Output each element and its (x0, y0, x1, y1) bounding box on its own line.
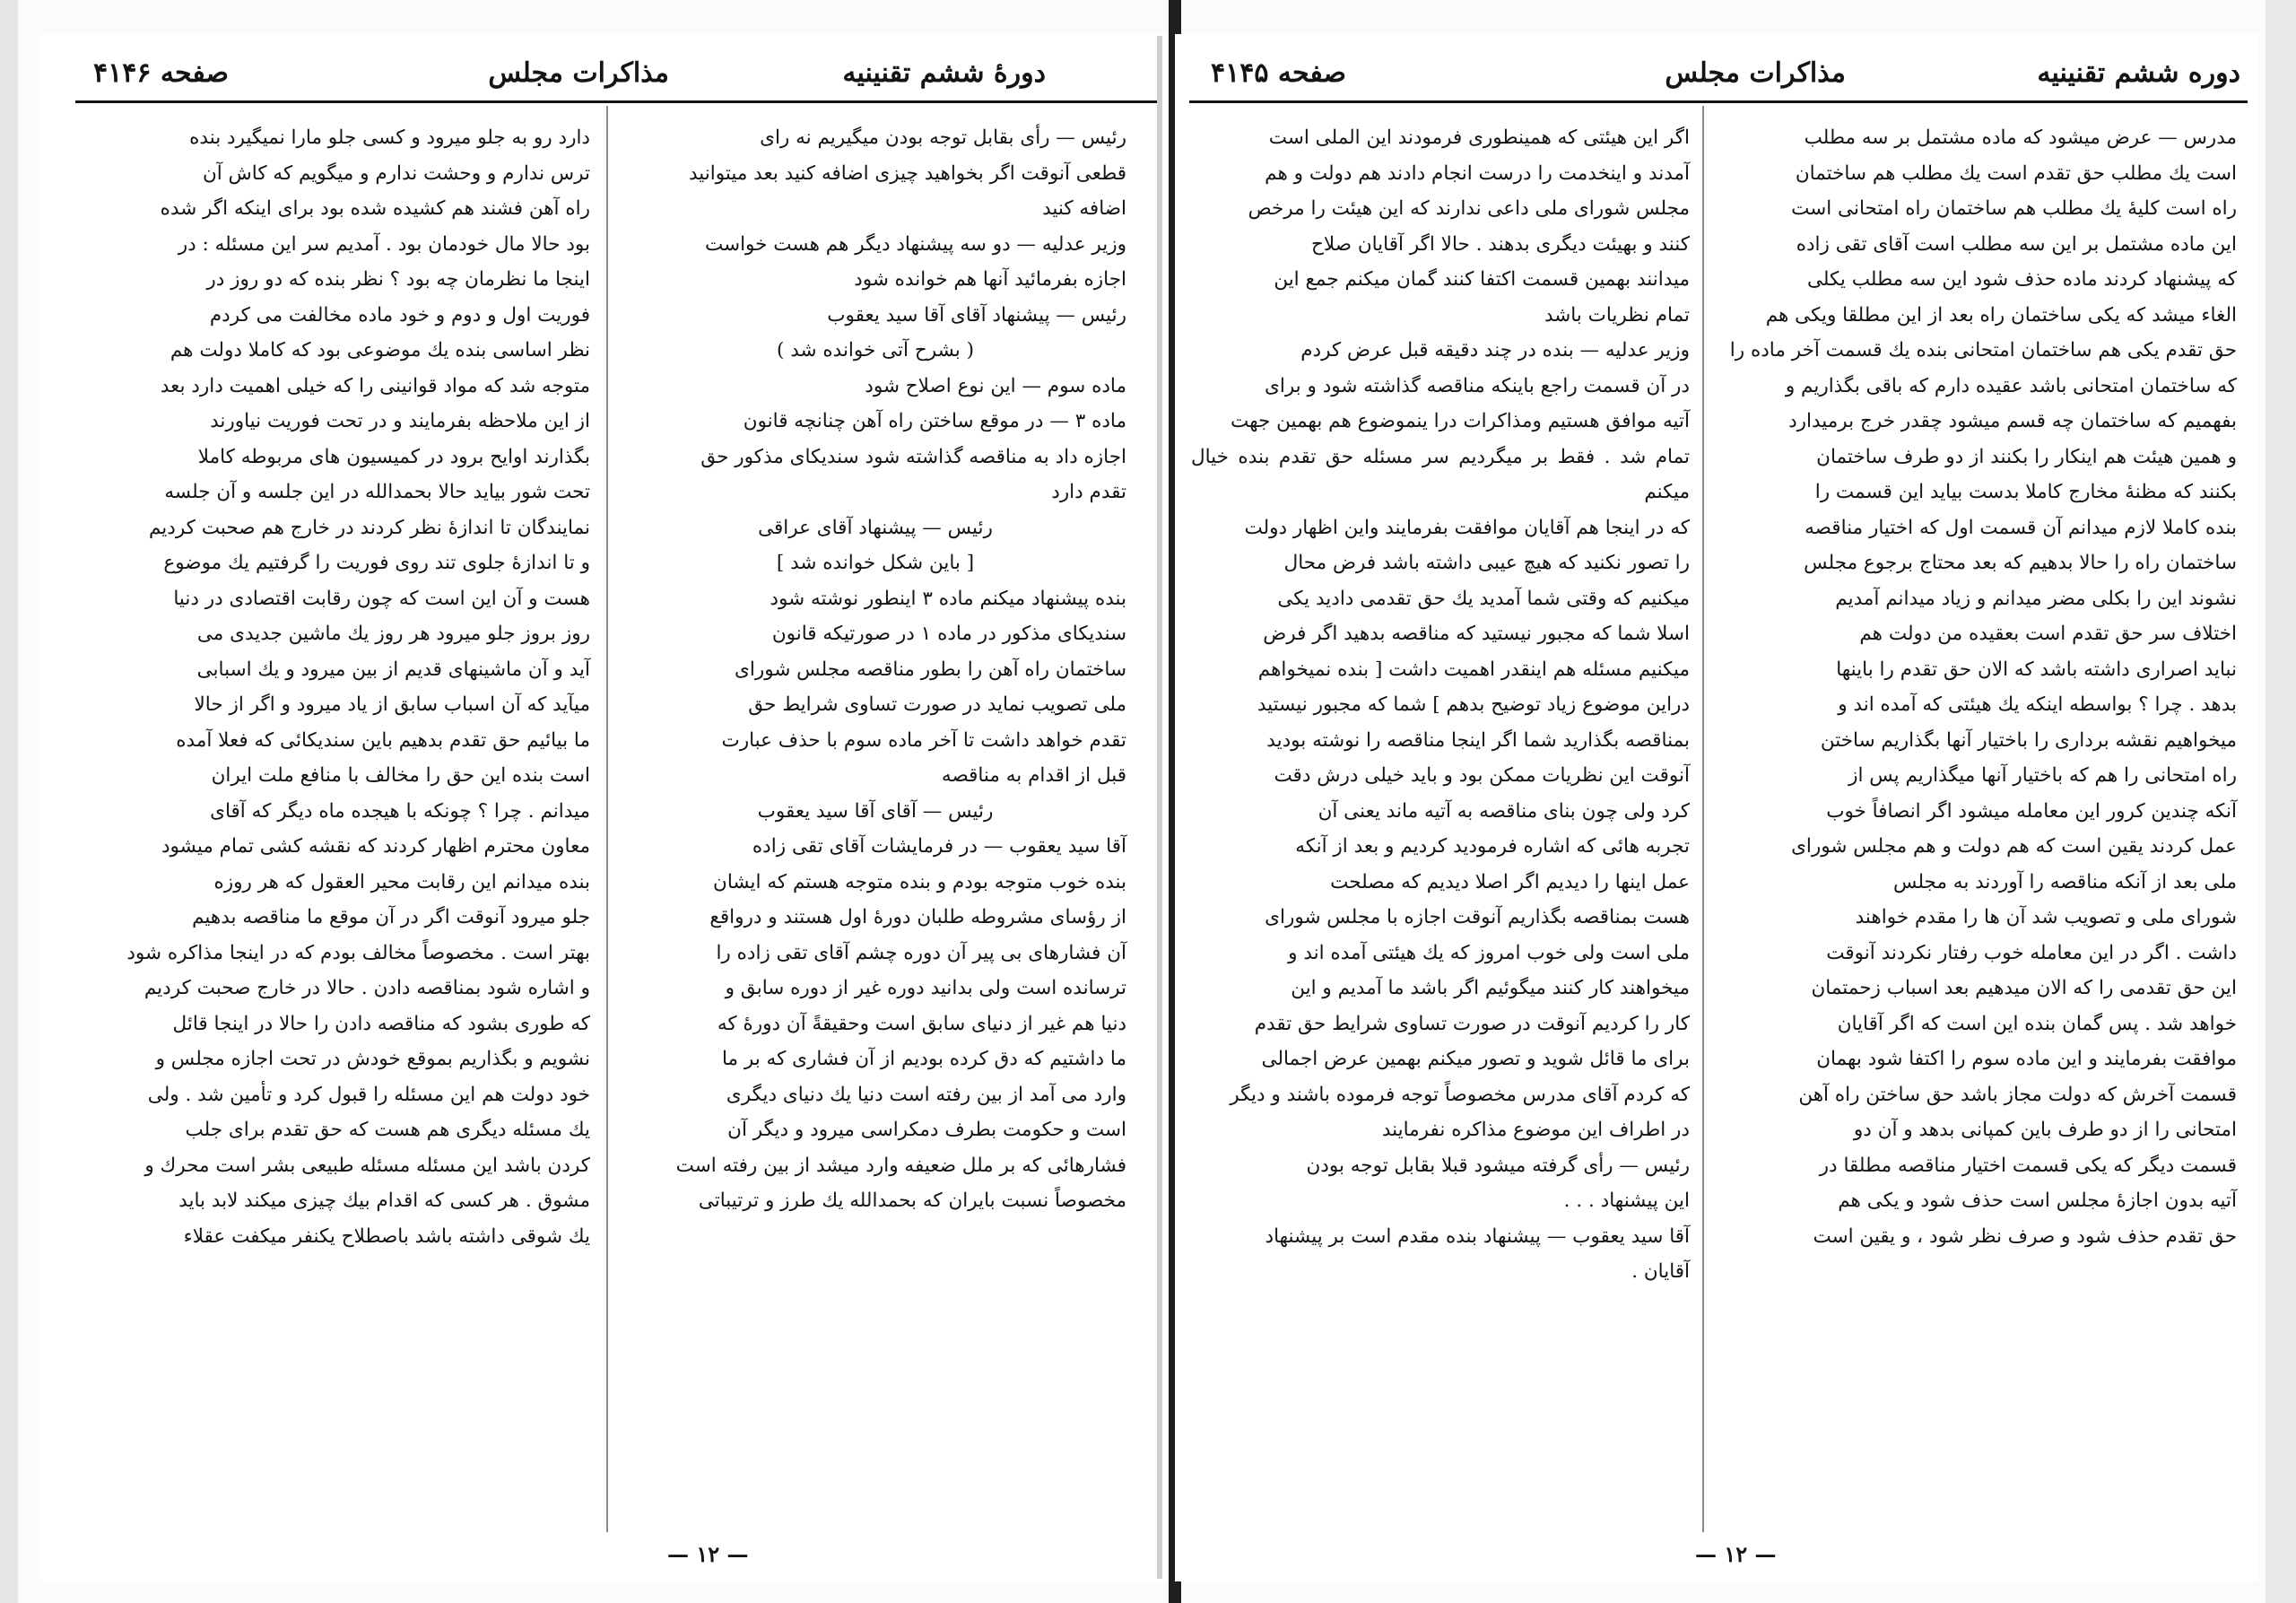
text-line: ملی بعد از آنکه مناقصه را آوردند به مجلس (1893, 870, 2237, 893)
text-line: جلو میرود آنوقت اگر در آن موقع ما مناقصه بدهیم (192, 906, 590, 928)
text-line: بمناقصه بگذارید شما اگر اینجا مناقصه را نوشته بودید (1266, 728, 1690, 752)
text-line: نشوند این را بکلی مضر میدانم و زیاد میدانم آمدیم (1835, 587, 2237, 610)
right-page-column-right (1717, 120, 2237, 1254)
text-line: تقدم خواهد داشت تا آخر ماده سوم با حذف عبارت (721, 728, 1126, 752)
text-line: رئیس — آقای آقا سید یعقوب (757, 799, 994, 823)
text-line: آن فشارهای بی پیر آن دوره چشم آقای تقی زاده را (716, 941, 1126, 964)
text-line: بود حالا مال خودمان بود . آمدیم سر این مسئله : در (178, 232, 590, 256)
page-footer-number: — ۱۲ — (667, 1541, 749, 1567)
page-footer-number: — ۱۲ — (1695, 1541, 1777, 1567)
text-line: و تا اندازهٔ جلوی تند روی فوریت را گرفتیم یك موضوع (163, 552, 590, 574)
text-line: آقا سید یعقوب — در فرمایشات آقای تقی زاده (752, 835, 1126, 858)
text-line: اسلا شما که مجبور نیستید که مناقصه بدهید اگر فرض (1263, 623, 1690, 645)
text-line: عمل کردند یقین است که هم دولت و هم مجلس شورای (1791, 835, 2237, 858)
text-line: اگر این هیئتی که همینطوری فرمودند این الملی است (1268, 126, 1690, 149)
text-line: رئیس — رأی گرفته میشود قبلا بقابل توجه بودن (1306, 1154, 1690, 1177)
text-line: امتحانی را از دو طرف باین کمپانی بدهد و آن دو (1853, 1119, 2237, 1141)
text-line: است یك مطلب حق تقدم است یك مطلب هم ساختمان (1795, 161, 2237, 185)
text-line: فوریت اول و دوم و خود ماده مخالفت می کردم (209, 303, 590, 327)
left-page-header (39, 57, 1171, 97)
text-line: آقایان . (1631, 1260, 1690, 1283)
text-line: حق تقدم حذف شود و صرف نظر شود ، و یقین است (1813, 1224, 2237, 1248)
text-line: میآید که آن اسباب سابق از یاد میرود و اگر از حالا (194, 693, 590, 716)
text-line: حق تقدم یکی هم ساختمان امتحانی بنده یك قسمت آخر ماده را (1729, 339, 2237, 362)
left-page-column-right (624, 120, 1126, 1219)
header-rule (75, 100, 1161, 103)
text-line: کنند و بهیئت دیگری بدهند . حالا اگر آقایان صلاح (1311, 232, 1690, 256)
text-line: آمدند و اینخدمت را درست انجام دادند هم دولت و هم (1265, 161, 1690, 185)
left-page (39, 34, 1171, 1581)
text-line: مجلس شورای ملی داعی ندارند که این هیئت را مرخص (1248, 197, 1690, 220)
header-session: دوره ششم تقنینیه (2037, 57, 2240, 89)
text-line: مشوق . هر کسی که اقدام بیك چیزی میکند لابد باید (178, 1189, 590, 1212)
text-line: ( بشرح آتی خوانده شد ) (777, 339, 974, 362)
text-line: اختلاف سر حق تقدم است بعقیده من دولت هم (1859, 623, 2237, 645)
text-line: کردن باشد این مسئله مسئله طبیعی بشر است محرك و (144, 1154, 590, 1177)
text-line: آنوقت این نظریات ممکن بود و باید خیلی درش دقت (1274, 764, 1690, 787)
text-line: رئیس — پیشنهاد آقای آقا سید یعقوب (827, 303, 1126, 327)
text-line: قسمت دیگر که یکی قسمت اختیار مناقصه مطلقا در (1819, 1154, 2237, 1177)
text-line: راه امتحانی را هم که باختیار آنها میگذاریم پس از (1848, 764, 2237, 787)
text-line: این پیشنهاد . . . (1563, 1189, 1690, 1212)
text-line: میکنیم مسئله هم اینقدر اهمیت داشت [ بنده نمیخواهم (1257, 658, 1690, 681)
text-line: دراین موضوع زیاد توضیح بدهم ] شما که مجبور نیستید (1257, 693, 1690, 716)
text-line: تمام نظریات باشد (1544, 303, 1690, 327)
text-line: برای ما قائل شوید و تصور میکنم بهمین عرض اجمالی (1261, 1048, 1690, 1070)
text-line: قبل از اقدام به مناقصه (941, 764, 1126, 787)
text-line: تجربه هائی که اشاره فرمودید کردیم و بعد از آنکه (1295, 835, 1690, 858)
text-line: وارد می آمد از بین رفته است دنیا یك دنیای دیگری (726, 1083, 1126, 1106)
text-line: میکنیم که وقتی شما آمدید یك حق تقدمی دادید یکی (1277, 587, 1690, 610)
header-session: دورهٔ ششم تقنینیه (842, 57, 1046, 89)
text-line: بنده پیشنهاد میکنم ماده ۳ اینطور نوشته شود (770, 587, 1126, 610)
text-line: کار را کردیم آنوقت در صورت تساوی شرایط حق تقدم (1254, 1012, 1690, 1035)
text-line: آقا سید یعقوب — پیشنهاد بنده مقدم است بر پیشنهاد (1265, 1224, 1690, 1248)
text-line: نباید اصراری داشته باشد که الان حق تقدم را باینها (1836, 658, 2237, 681)
scan-edge-right (2266, 0, 2296, 1603)
text-line: وزیر عدلیه — دو سه پیشنهاد دیگر هم هست خواست (704, 232, 1126, 256)
text-line: فشارهائی که بر ملل ضعیفه وارد میشد از بین رفته است (675, 1154, 1126, 1177)
text-line: مخصوصاً نسبت بایران که بحمدالله یك طرز و ترتیباتی (698, 1189, 1126, 1212)
text-line: آنکه چندین کرور این معامله میشود اگر انصافاً خوب (1826, 799, 2237, 823)
text-line: شورای ملی و تصویب شد آن ها را مقدم خواهند (1855, 906, 2237, 928)
text-line: نظر اساسی بنده یك موضوعی بود که کاملا دولت هم (170, 339, 590, 362)
text-line: این ماده مشتمل بر این سه مطلب است آقای تقی زاده (1796, 232, 2237, 256)
right-page (1175, 34, 2258, 1581)
text-line: که ساختمان امتحانی باشد عقیده دارم که باقی بگذاریم و (1785, 374, 2237, 397)
text-line: خود دولت هم این مسئله را قبول کرد و تأمین شد . ولی (147, 1083, 590, 1106)
text-line: خواهد شد . پس گمان بنده این است که اگر آقایان (1837, 1012, 2237, 1035)
text-line: اجازه بفرمائید آنها هم خوانده شود (854, 268, 1126, 291)
text-line: و همین هیئت هم اینکار را بکنند از دو طرف ساختمان (1816, 445, 2237, 468)
text-line: اینجا ما نظرمان چه بود ؟ نظر بنده که دو روز در (206, 268, 590, 291)
scan-edge-left (0, 0, 18, 1603)
text-line: از این ملاحظه بفرمایند و در تحت فوریت نیاورند (210, 410, 590, 432)
text-line: ترسانده است ولی بدانید دوره غیر از دوره سابق و (725, 977, 1126, 999)
text-line: یك شوقی داشته باشد باصطلاح یکنفر میکفت عقلاء (183, 1224, 590, 1248)
text-line: سندیکای مذکور در ماده ۱ در صورتیکه قانون (771, 623, 1126, 645)
text-line: میدانند بهمین قسمت اکتفا کنند گمان میکنم جمع این (1274, 268, 1690, 291)
header-page-number: صفحه ۴۱۴۵ (1211, 57, 1346, 89)
text-line: است بنده این حق را مخالف با منافع ملت ایران (211, 764, 590, 787)
header-rule (1189, 100, 2248, 103)
text-line: این حق تقدمی را که الان میدهیم بعد اسباب زحمتمان (1811, 977, 2237, 999)
text-line: هست و آن این است که چون رقابت اقتصادی در دنیا (173, 587, 590, 610)
text-line: ما داشتیم که دق کرده بودیم از آن فشاری که بر ما (721, 1048, 1126, 1070)
text-line: که طوری بشود که مناقصه دادن را حالا در اینجا قائل (172, 1012, 590, 1035)
text-line: بنده میدانم این رقابت محیر العقول که هر روزه (213, 870, 590, 893)
text-line: در آن قسمت راجع باینکه مناقصه گذاشته شود و برای (1265, 374, 1690, 397)
text-line: ملی است ولی خوب امروز که یك هیئتی آمده اند و (1288, 941, 1690, 964)
text-line: متوجه شد که مواد قوانینی را که خیلی اهمیت دارد بعد (160, 374, 590, 397)
text-line: آتیه موافق هستیم ومذاکرات درا ینموضوع هم بهمین جهت (1231, 410, 1690, 432)
left-page-column-left (70, 120, 590, 1254)
text-line: رئیس — رأی بقابل توجه بودن میگیریم نه رای (760, 126, 1126, 149)
text-line: که در اینجا هم آقایان موافقت بفرمایند واین اظهار دولت (1244, 516, 1690, 539)
text-line: رئیس — پیشنهاد آقای عراقی (758, 516, 993, 539)
text-line: بنده خوب متوجه بودم و بنده متوجه هستم که ایشان (713, 870, 1126, 893)
text-line: ملی تصویب نماید در صورت تساوی شرایط حق (748, 693, 1126, 716)
text-line: ترس ندارم و وحشت ندارم و میگویم که کاش آن (202, 161, 590, 185)
text-line: میخواهیم نقشه برداری را باختیار آنها بگذاریم ساختن (1820, 728, 2237, 752)
text-line: آتیه بدون اجازهٔ مجلس است حذف شود و یکی هم (1838, 1189, 2237, 1212)
text-line: اجازه داد به مناقصه گذاشته شود سندیکای مذکور حق (700, 445, 1126, 468)
text-line: و اشاره شود بمناقصه دادن . حالا در خارج صحبت کردیم (144, 977, 590, 999)
column-divider (606, 106, 608, 1532)
column-divider (1702, 106, 1704, 1532)
text-line: آید و آن ماشینهای قدیم از بین میرود و یك اسبابی (196, 658, 590, 681)
text-line: میخواهند کار کنند میگوئیم اگر باشد ما آمدیم و این (1291, 977, 1690, 999)
text-line: تحت شور بیاید حالا بحمدالله در این جلسه و آن جلسه (164, 481, 590, 503)
text-line: ساختمان راه آهن را بطور مناقصه مجلس شورای (735, 658, 1126, 681)
text-line: تقدم دارد (1051, 481, 1126, 503)
text-line: میدانم . چرا ؟ چونکه با هیجده ماه دیگر که آقای (210, 799, 590, 823)
text-line: ماده سوم — این نوع اصلاح شود (865, 374, 1126, 397)
header-title: مذاکرات مجلس (1665, 57, 1846, 89)
text-line: دنیا هم غیر از دنیای سابق است وحقیقةً آن دورهٔ که (717, 1012, 1126, 1035)
text-line: اضافه کنید (1042, 197, 1126, 220)
right-page-column-left (1191, 120, 1690, 1290)
text-line: دارد رو به جلو میرود و کسی جلو مارا نمیگیرد بنده (189, 126, 590, 149)
text-line: از رؤسای مشروطه طلبان دورهٔ اول هستند و درواقع (709, 906, 1126, 928)
text-line: بگذارند اوایح برود در کمیسیون های مربوطه کاملا (197, 445, 590, 468)
text-line: ما بیائیم حق تقدم بدهیم باین سندیکائی که فعلا آمده (176, 728, 590, 752)
text-line: روز بروز جلو میرود هر روز یك ماشین جدیدی می (196, 623, 590, 645)
text-line: راه آهن فشند هم کشیده شده بود برای اینکه اگر شده (160, 197, 590, 220)
text-line: در اطراف این موضوع مذاکره نفرمایند (1381, 1119, 1690, 1141)
text-line: [ باین شکل خوانده شد ] (776, 552, 975, 574)
text-line: که کردم آقای مدرس مخصوصاً توجه فرموده باشند و دیگر (1230, 1083, 1690, 1106)
text-line: نمایندگان تا اندازهٔ نظر کردند در خارج هم صحبت کردیم (148, 516, 590, 539)
text-line: ساختمان راه را حالا بدهیم که بعد محتاج برجوع مجلس (1804, 552, 2237, 574)
text-line: تمام شد . فقط بر میگردیم سر مسئله حق تقدم بنده خیال میکنم (1191, 445, 1690, 503)
text-line: را تصور نکنید که هیچ عیبی داشته باشد فرض محال (1283, 552, 1690, 574)
text-line: عمل اینها را دیدیم اگر اصلا دیدیم که مصلحت (1330, 870, 1690, 893)
text-line: مدرس — عرض میشود که ماده مشتمل بر سه مطلب (1804, 126, 2237, 149)
text-line: است و حکومت بطرف دمکراسی میرود و دیگر آن (727, 1119, 1126, 1141)
header-page-number: صفحه ۴۱۴۶ (93, 57, 229, 89)
text-line: نشویم و بگذاریم بموقع خودش در تحت اجازه مجلس و (155, 1048, 590, 1070)
text-line: وزیر عدلیه — بنده در چند دقیقه قبل عرض کردم (1300, 339, 1690, 362)
text-line: بنده کاملا لازم میدانم آن قسمت اول که اختیار مناقصه (1805, 516, 2237, 539)
text-line: بفهمیم که ساختمان چه قسم میشود چقدر خرج برمیدارد (1788, 410, 2237, 432)
text-line: بدهد . چرا ؟ بواسطه اینکه یك هیئتی که آمده اند و (1838, 693, 2237, 716)
text-line: الغاء میشد که یکی ساختمان راه بعد از این مطلقا ویکی هم (1765, 303, 2237, 327)
right-page-header (1175, 57, 2258, 97)
text-line: یك مسئله دیگری هم هست که حق تقدم برای جلب (185, 1119, 590, 1141)
text-line: قطعی آنوقت اگر بخواهید چیزی اضافه کنید بعد میتوانید (689, 161, 1126, 185)
text-line: راه است کلیهٔ یك مطلب هم ساختمان راه امتحانی است (1791, 197, 2237, 220)
text-line: معاون محترم اظهار کردند که نقشه کشی تمام میشود (161, 835, 590, 858)
text-line: داشت . اگر در این معامله خوب رفتار نکردند آنوقت (1826, 941, 2237, 964)
text-line: ماده ۳ — در موقع ساختن راه آهن چنانچه قانون (743, 410, 1126, 432)
text-line: هست بمناقصه بگذاریم آنوقت اجازه با مجلس شورای (1265, 906, 1690, 928)
text-line: که پیشنهاد کردند ماده حذف شود این سه مطلب یکلی (1807, 268, 2237, 291)
text-line: قسمت آخرش که دولت مجاز باشد حق ساختن راه آهن (1798, 1083, 2237, 1106)
binding-edge (1157, 36, 1162, 1579)
text-line: بکنند که مظنهٔ مخارج کاملا بدست بیاید این قسمت را (1814, 481, 2237, 503)
header-title: مذاکرات مجلس (488, 57, 669, 89)
text-line: کرد ولی چون بنای مناقصه به آتیه ماند یعنی آن (1318, 799, 1690, 823)
text-line: بهتر است . مخصوصاً مخالف بودم که در اینجا مذاکره شود (126, 941, 590, 964)
text-line: موافقت بفرمایند و این ماده سوم را اکتفا شود بهمان (1816, 1048, 2237, 1070)
